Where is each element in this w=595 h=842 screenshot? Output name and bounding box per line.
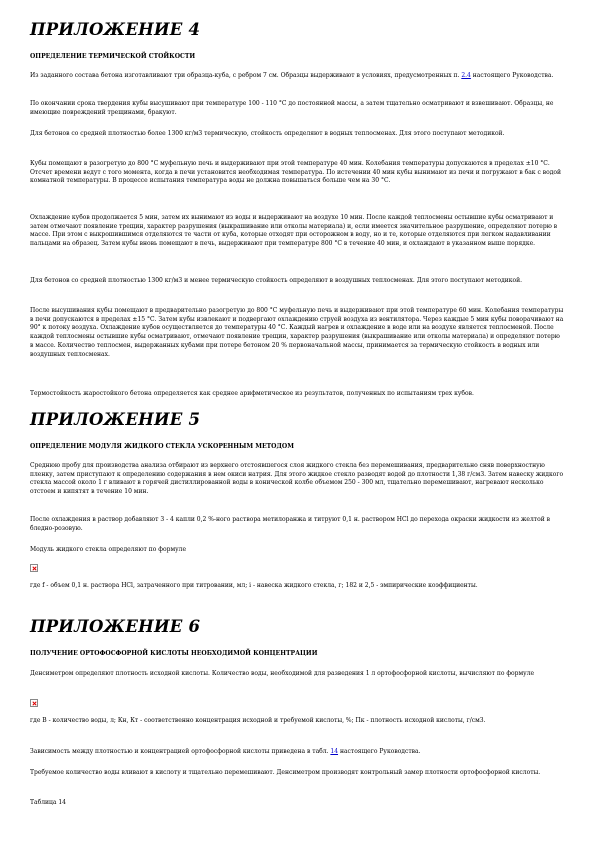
appendix-6-paragraph-3: Требуемое количество воды вливают в кислоту и тщательно перемешивают. Денсиметром производят контрольный замер плотности ортофосфорной кислоты. xyxy=(30,769,541,776)
formula-image-icon xyxy=(30,564,38,572)
appendix-4-paragraph-4: Кубы помещают в разогретую до 800 °С муфельную печь и выдерживают при этой температуре 40 мин. Колебания температуры допускаются в пределах ±10 °С. Отсчет времени ведут с того момента, когда в печи установится необходимая температура. По истечении 40 мин кубы вынимают из печи и погружают в бак с водой комнатной температуры. В процессе испытания температура воды не должна повышаться больше чем на 30 °С. xyxy=(30,160,562,185)
appendix-4-paragraph-8: Термостойкость жаростойкого бетона определяется как среднее арифметическое из результатов, полученных по испытаниям трех кубов. xyxy=(30,390,474,397)
formula-image-icon xyxy=(30,699,38,707)
appendix-6-subtitle: ПОЛУЧЕНИЕ ОРТОФОСФОРНОЙ КИСЛОТЫ НЕОБХОДИМОЙ КОНЦЕНТРАЦИИ xyxy=(30,650,318,657)
table-caption: Таблица 14 xyxy=(30,799,66,806)
appendix-5-title: ПРИЛОЖЕНИЕ 5 xyxy=(30,410,201,429)
appendix-6-paragraph-1: Денсиметром определяют плотность исходной кислоты. Количество воды, необходимой для разведения 1 л ортофосфорной кислоты, вычисляют по формуле xyxy=(30,670,535,677)
link-section-2-4[interactable]: 2.4 xyxy=(461,72,471,79)
appendix-5-subtitle: ОПРЕДЕЛЕНИЕ МОДУЛЯ ЖИДКОГО СТЕКЛА УСКОРЕННЫМ МЕТОДОМ xyxy=(30,443,294,450)
appendix-5-paragraph-3: Модуль жидкого стекла определяют по формуле xyxy=(30,546,187,553)
appendix-4-title: ПРИЛОЖЕНИЕ 4 xyxy=(30,20,201,39)
appendix-5-paragraph-1: Среднюю пробу для производства анализа отбирают из верхнего отстоявшегося слоя жидкого стекла без перемешивания, предварительно сняв поверхностную пленку, затем приступают к определению содержания в нем окиси натрия. Для этого жидкое стекло разводят водой до плотности 1,38 г/см3. Затем навеску жидкого стекла массой около 1 г вливают в горячей дистиллированной воды в конической колбе объемом 250 - 300 мл, тщательно перемешивают, нагревают несколько отстоем и кипятят в течение 10 мин. xyxy=(30,462,564,496)
appendix-6-paragraph-2: Зависимость между плотностью и концентрацией ортофосфорной кислоты приведена в табл. 14 настоящего Руководства. xyxy=(30,748,421,755)
link-table-14[interactable]: 14 xyxy=(330,748,339,755)
appendix-5-paragraph-2: После охлаждения в раствор добавляют 3 - 4 капли 0,2 %-ного раствора метилоранжа и титруют 0,1 н. раствором HCl до перехода окраски жидкости из желтой в бледно-розовую. xyxy=(30,516,550,532)
appendix-4-paragraph-2: По окончании срока твердения кубы высушивают при температуре 100 - 110 °С до постоянной массы, а затем тщательно осматривают и взвешивают. Образцы, не имеющие повреждений трещинами, бракуют. xyxy=(30,100,554,116)
appendix-6-title: ПРИЛОЖЕНИЕ 6 xyxy=(30,617,201,636)
appendix-4-paragraph-1: Из заданного состава бетона изготавливают три образца-куба, с ребром 7 см. Образцы выдерживают в условиях, предусмотренных п. 2.4 настоящего Руководства. xyxy=(30,72,554,79)
appendix-4-paragraph-5: Охлаждение кубов продолжается 5 мин, затем их вынимают из воды и выдерживают на воздухе 10 мин. После каждой теплосмены остывшие кубы осматривают и затем отмечают появление трещин, характер разрушения (выкрашивание или отколы материала) и, если имеется значительное разрушение, определяют потерю в массе. При этом с выкрошившимся отделяются те части от куба, которые отходят при осторожном в воду, но и те, которые отделяются при легком надавливании пальцами на образец. Затем кубы вновь помещают в печь, выдерживают при температуре 800 °С в течение 40 мин, и охлаждают в указанном выше порядке. xyxy=(30,214,558,248)
appendix-4-paragraph-7: После высушивания кубы помещают в предварительно разогретую до 800 °С муфельную печь и выдерживают при этой температуре 60 мин. Колебания температуры в печи допускаются в пределах ±15 °С. Затем кубы извлекают и подвергают охлаждению струей воздуха из вентилятора. Через каждые 5 мин кубы поворачивают на 90° к потоку воздуха. Охлаждение кубов осуществляется до температуры 40 °С. Каждый нагрев и охлаждение в воде или на воздухе является теплосменой. После каждой теплосмены остывшие кубы осматривают, отмечают появление трещин, характер разрушения (выкрашивание или отколы материала) и определяют потерю в массе. Количество теплосмен, выдержанных кубами при потере бетоном 20 % первоначальной массы, принимается за термическую стойкость в водных или воздушных теплосменах. xyxy=(30,307,564,358)
appendix-6-formula-legend: где В - количество воды, л; Кн, Кт - соответственно концентрация исходной и требуемой кислоты, %; Пк - плотность исходной кислоты, г/см3. xyxy=(30,717,486,724)
appendix-4-paragraph-6: Для бетонов со средней плотностью 1300 кг/м3 и менее термическую стойкость определяют в воздушных теплосменах. Для этого поступают методикой. xyxy=(30,277,523,284)
appendix-5-formula-legend: где f - объем 0,1 н. раствора HCl, затраченного при титровании, мл; i - навеска жидкого стекла, г; 182 и 2,5 - эмпирические коэффициенты. xyxy=(30,582,478,589)
appendix-4-paragraph-3: Для бетонов со средней плотностью более 1300 кг/м3 термическую, стойкость определяют в водных теплосменах. Для этого поступают методикой. xyxy=(30,130,505,137)
appendix-4-subtitle: ОПРЕДЕЛЕНИЕ ТЕРМИЧЕСКОЙ СТОЙКОСТИ xyxy=(30,53,196,60)
